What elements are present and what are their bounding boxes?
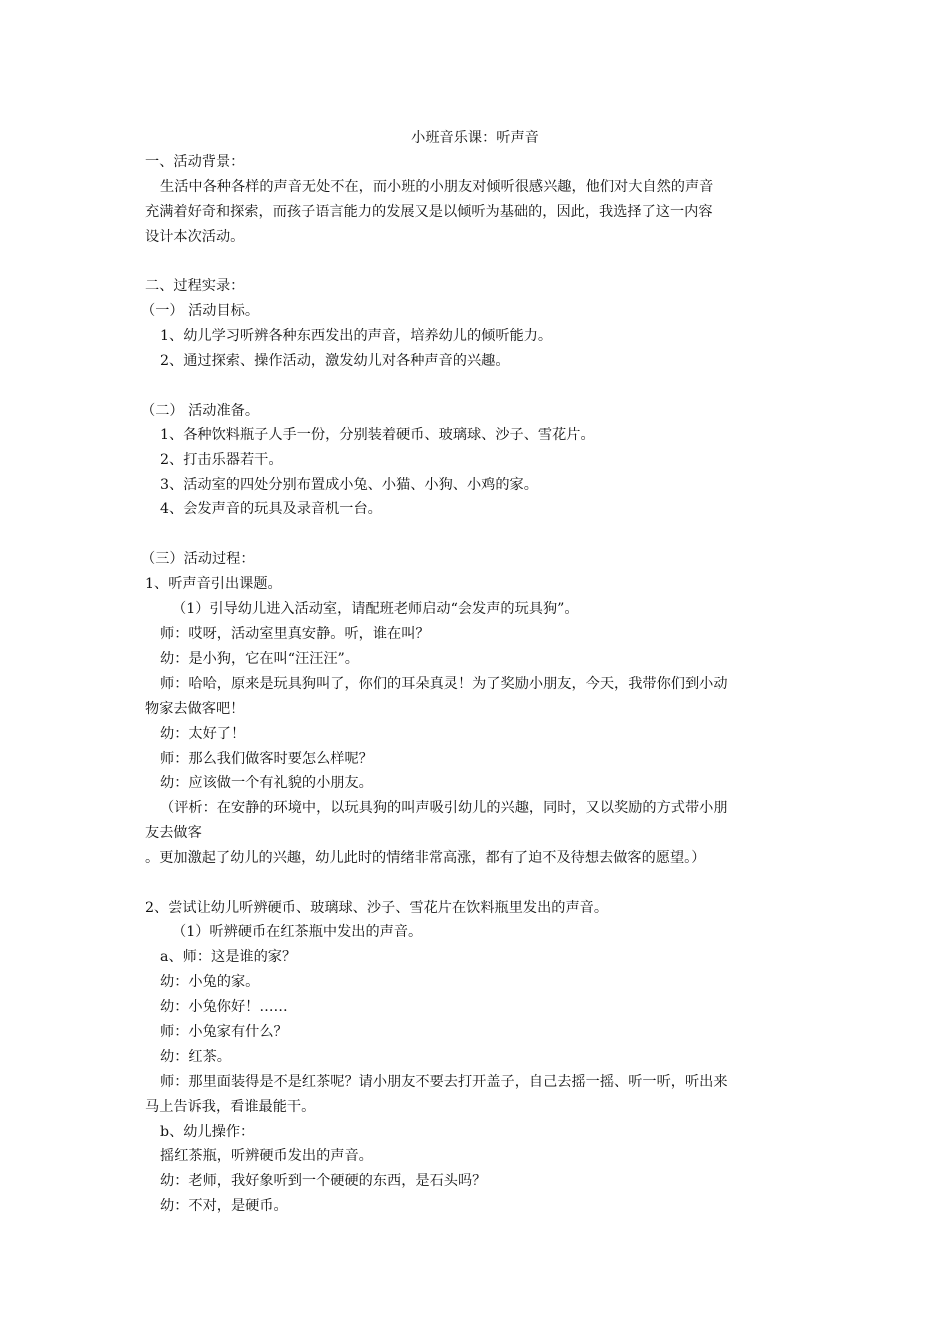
list-item: 4、会发声音的玩具及录音机一台。 bbox=[160, 501, 382, 517]
comment-line: （评析：在安静的环境中，以玩具狗的叫声吸引幼儿的兴趣，同时，又以奖励的方式带小朋 bbox=[160, 800, 728, 816]
paragraph-line: 设计本次活动。 bbox=[145, 229, 245, 245]
dialogue-line: 师：那么我们做客时要怎么样呢？ bbox=[160, 751, 373, 767]
paragraph-line: 充满着好奇和探索，而孩子语言能力的发展又是以倾听为基础的，因此，我选择了这一内容 bbox=[145, 204, 713, 220]
dialogue-line: 师：小兔家有什么？ bbox=[160, 1024, 288, 1040]
list-item: 2、通过探索、操作活动，激发幼儿对各种声音的兴趣。 bbox=[160, 353, 510, 369]
dialogue-line: （1）听辨硬币在红茶瓶中发出的声音。 bbox=[172, 924, 423, 940]
list-item: 1、幼儿学习听辨各种东西发出的声音，培养幼儿的倾听能力。 bbox=[160, 328, 553, 344]
dialogue-line: 幼：不对，是硬币。 bbox=[160, 1198, 288, 1214]
list-item: 3、活动室的四处分别布置成小兔、小猫、小狗、小鸡的家。 bbox=[160, 477, 538, 493]
dialogue-line: 幼：应该做一个有礼貌的小朋友。 bbox=[160, 775, 373, 791]
list-item: 1、各种饮料瓶子人手一份，分别装着硬币、玻璃球、沙子、雪花片。 bbox=[160, 427, 595, 443]
step-heading: 2、尝试让幼儿听辨硬币、玻璃球、沙子、雪花片在饮料瓶里发出的声音。 bbox=[145, 900, 609, 916]
dialogue-line: 师：哈哈，原来是玩具狗叫了，你们的耳朵真灵！为了奖励小朋友，今天，我带你们到小动 bbox=[160, 676, 728, 692]
list-item: 2、打击乐器若干。 bbox=[160, 452, 283, 468]
dialogue-line: （1）引导幼儿进入活动室，请配班老师启动“会发声的玩具狗”。 bbox=[172, 601, 579, 617]
dialogue-line: b、幼儿操作： bbox=[160, 1124, 255, 1140]
subsection-heading: （二） 活动准备。 bbox=[141, 403, 260, 419]
dialogue-line: 师：哎呀，活动室里真安静。听，谁在叫？ bbox=[160, 626, 430, 642]
comment-line: 。更加激起了幼儿的兴趣，幼儿此时的情绪非常高涨，都有了迫不及待想去做客的愿望。） bbox=[145, 850, 706, 866]
page-title: 小班音乐课：听声音 bbox=[411, 130, 539, 146]
section-heading: 一、活动背景： bbox=[145, 154, 245, 170]
dialogue-line: 幼：老师，我好象听到一个硬硬的东西，是石头吗？ bbox=[160, 1173, 487, 1189]
dialogue-line: 摇红茶瓶，听辨硬币发出的声音。 bbox=[160, 1148, 373, 1164]
step-heading: 1、听声音引出课题。 bbox=[145, 576, 282, 592]
dialogue-line: 马上告诉我，看谁最能干。 bbox=[145, 1099, 316, 1115]
dialogue-line: 幼：红茶。 bbox=[160, 1049, 231, 1065]
comment-line: 友去做客 bbox=[145, 825, 202, 841]
paragraph-line: 生活中各种各样的声音无处不在，而小班的小朋友对倾听很感兴趣，他们对大自然的声音 bbox=[160, 179, 714, 195]
dialogue-line: 师：那里面装得是不是红茶呢？请小朋友不要去打开盖子，自己去摇一摇、听一听，听出来 bbox=[160, 1074, 728, 1090]
dialogue-line: 物家去做客吧！ bbox=[145, 701, 245, 717]
dialogue-line: a、师：这是谁的家？ bbox=[160, 949, 297, 965]
subsection-heading: （一） 活动目标。 bbox=[141, 303, 260, 319]
dialogue-line: 幼：小兔你好！…… bbox=[160, 999, 288, 1015]
dialogue-line: 幼：太好了！ bbox=[160, 726, 246, 742]
subsection-heading: （三）活动过程： bbox=[141, 551, 255, 567]
dialogue-line: 幼：是小狗，它在叫“汪汪汪”。 bbox=[160, 651, 359, 667]
section-heading: 二、过程实录： bbox=[145, 278, 245, 294]
dialogue-line: 幼：小兔的家。 bbox=[160, 974, 260, 990]
